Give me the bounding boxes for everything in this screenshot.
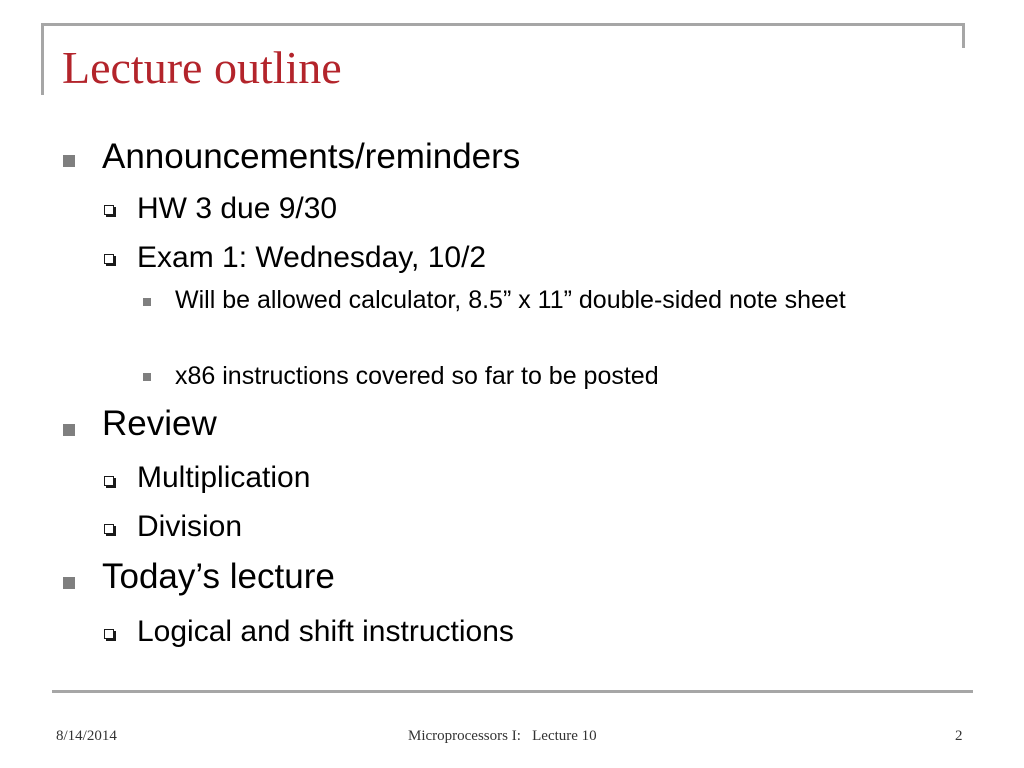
bullet-division: Division [137, 510, 243, 543]
slide-number: 2 [955, 728, 963, 744]
square-bullet-icon [143, 298, 151, 306]
frame-right-line [962, 23, 965, 48]
box-bullet-icon [104, 205, 114, 215]
square-bullet-icon [63, 155, 75, 167]
square-bullet-icon [63, 424, 75, 436]
square-bullet-icon [143, 373, 151, 381]
bullet-logical: Logical and shift instructions [137, 615, 514, 648]
slide-title: Lecture outline [62, 42, 342, 93]
bullet-announcements: Announcements/reminders [102, 137, 521, 176]
bullet-hw: HW 3 due 9/30 [137, 192, 338, 225]
box-bullet-icon [104, 524, 114, 534]
footer-course: Microprocessors I: Lecture 10 [408, 728, 597, 744]
bullet-calculator: Will be allowed calculator, 8.5” x 11” double-sided note sheet [175, 286, 846, 314]
box-bullet-icon [104, 476, 114, 486]
box-bullet-icon [104, 629, 114, 639]
bullet-multiplication: Multiplication [137, 461, 311, 494]
footer-date: 8/14/2014 [56, 728, 117, 744]
square-bullet-icon [63, 577, 75, 589]
bullet-x86: x86 instructions covered so far to be posted [175, 362, 659, 390]
box-bullet-icon [104, 254, 114, 264]
frame-left-line [41, 23, 44, 95]
bullet-exam: Exam 1: Wednesday, 10/2 [137, 241, 487, 274]
frame-top-line [43, 23, 965, 26]
bullet-today: Today’s lecture [102, 557, 335, 596]
bullet-review: Review [102, 404, 217, 443]
footer-divider [52, 690, 973, 693]
